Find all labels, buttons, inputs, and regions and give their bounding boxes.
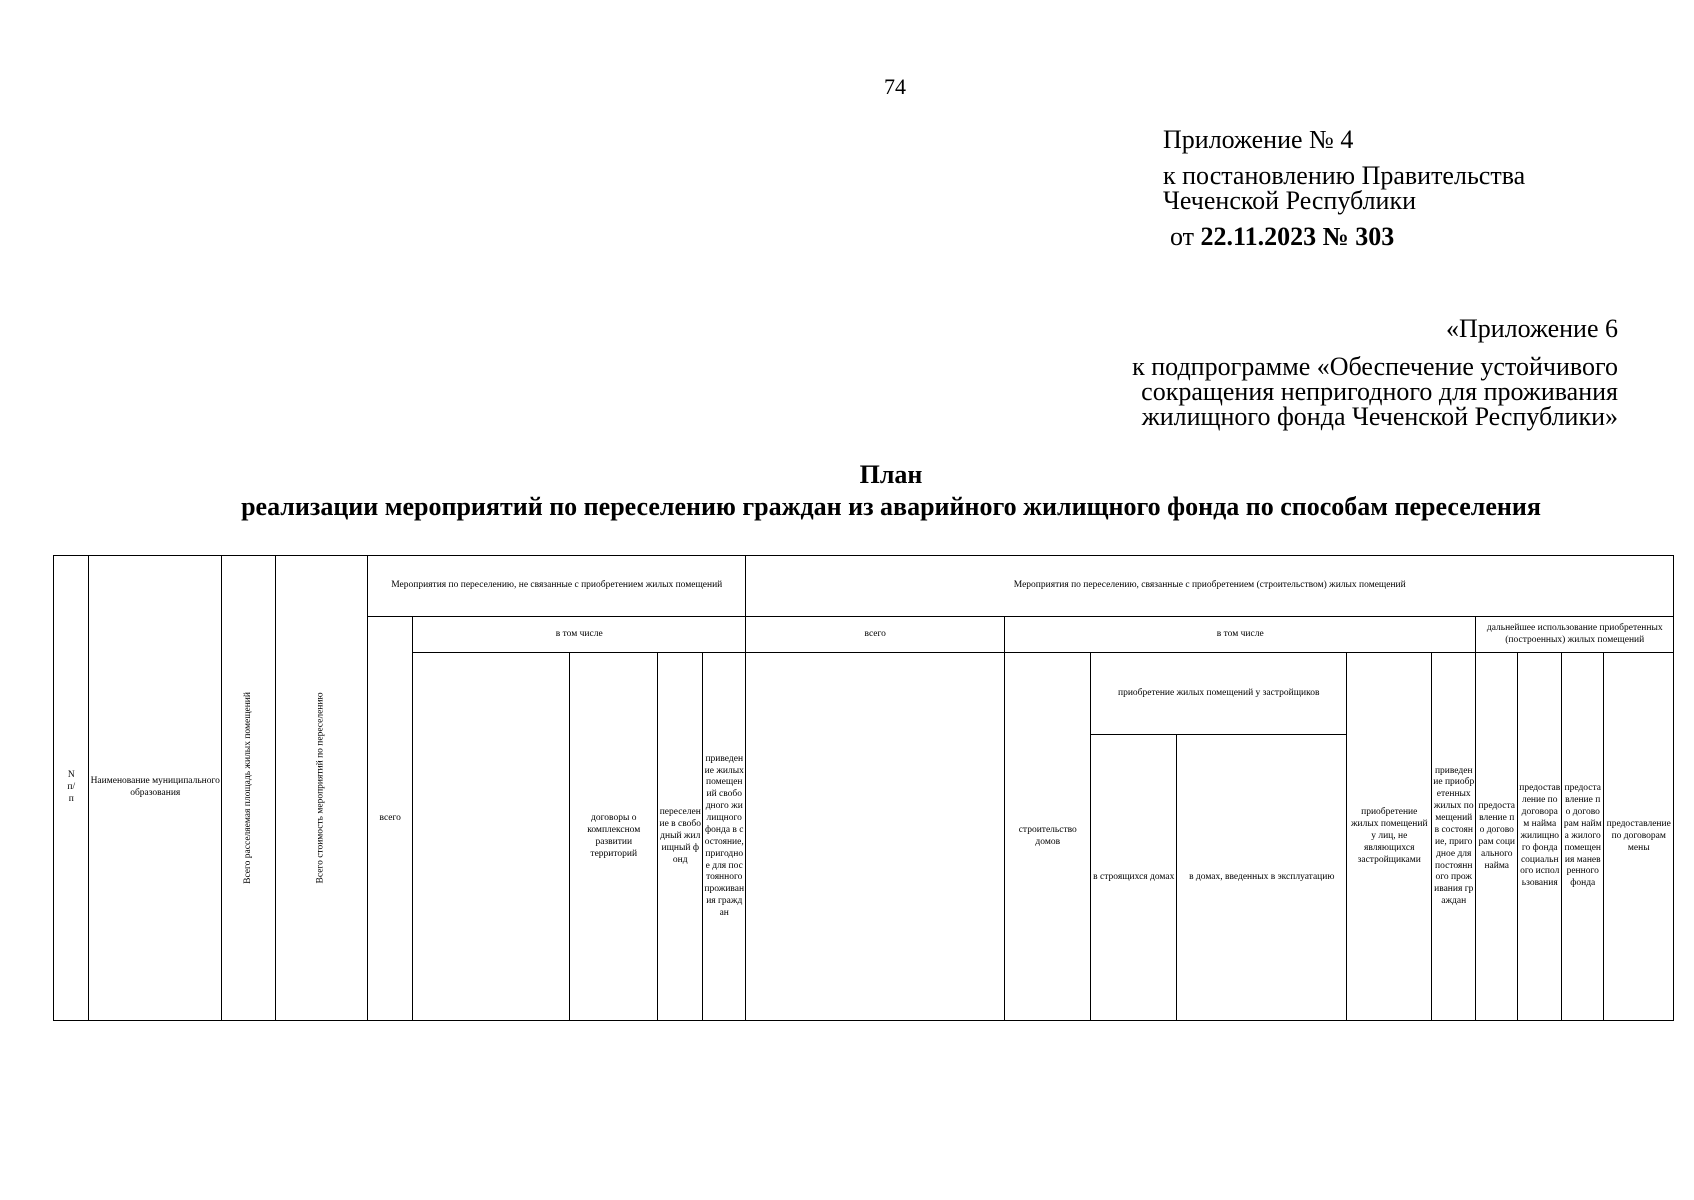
group2-under-construction: в строящихся домах [1090,734,1177,1021]
appendix-line2: к постановлению Правительства [1163,161,1526,190]
group2-repair: приведение приобретенных жилых помещений в состояние, пригодное для постоянного проживания граждан [1431,652,1476,1021]
group2-total [745,652,1005,1021]
group1-total: всего [367,616,413,1021]
title-line2: реализации мероприятий по переселению граждан из аварийного жилищного фонда по способам переселения [241,492,1541,521]
sub-appendix-line1: «Приложение 6 [1445,314,1618,343]
group1-complex: договоры о комплексном развитии территорий [569,652,658,1021]
appendix-line3: Чеченской Республики [1163,186,1417,215]
group1-repair: приведение жилых помещений свободного жилищного фонда в состояние, пригодное для постоянного проживания граждан [702,652,746,1021]
col-num [53,555,89,1021]
sub-appendix-line2: к подпрограмме «Обеспечение устойчивого [1132,352,1618,381]
group2-exchange: предоставление по договорам мены [1603,652,1674,1021]
date-prefix: от [1170,222,1195,251]
col-total-cost [275,555,368,1021]
group2-non-developers: приобретение жилых помещений у лиц, не являющихся застройщиками [1346,652,1432,1021]
group2-social-use: предоставление по договорам найма жилищного фонда социального использования [1517,652,1562,1021]
appendix-line1: Приложение № 4 [1163,125,1354,154]
sub-appendix-line4: жилищного фонда Чеченской Республики» [1141,402,1618,431]
title-line1: План [859,460,923,489]
group2-construction: строительство домов [1004,652,1091,1021]
group2-maneuver: предоставление по договорам найма жилого помещения маневренного фонда [1561,652,1604,1021]
col-num-label: N п/п [67,770,76,805]
group1-header: Мероприятия по переселению, не связанные с приобретением жилых помещений [367,555,746,617]
sub-appendix-line3: сокращения непригодного для проживания [1141,377,1618,406]
group2-social: предоставление по договорам социального найма [1475,652,1518,1021]
page-number: 74 [884,74,906,99]
date-number: 22.11.2023 № 303 [1200,222,1395,251]
col-total-area [221,555,276,1021]
col-total-cost-label: Всего стоимость мероприятий по переселению [315,692,326,884]
group2-total-header: всего [745,616,1005,653]
group2-including: в том числе [1004,616,1476,653]
group2-commissioned: в домах, введенных в эксплуатацию [1176,734,1347,1021]
col-total-area-label: Всего расселяемая площадь жилых помещений [242,692,253,885]
group2-developers: приобретение жилых помещений у застройщиков [1090,652,1347,735]
appendix-date [1170,222,1394,252]
group2-further-use: дальнейшее использование приобретенных (построенных) жилых помещений [1475,616,1674,653]
group1-free-fund: переселение в свободный жилищный фонд [657,652,703,1021]
group1-blank [412,652,570,1021]
col-municipality: Наименование муниципального образования [88,555,222,1021]
group1-including: в том числе [412,616,746,653]
group2-header: Мероприятия по переселению, связанные с приобретением (строительством) жилых помещений [745,555,1674,617]
